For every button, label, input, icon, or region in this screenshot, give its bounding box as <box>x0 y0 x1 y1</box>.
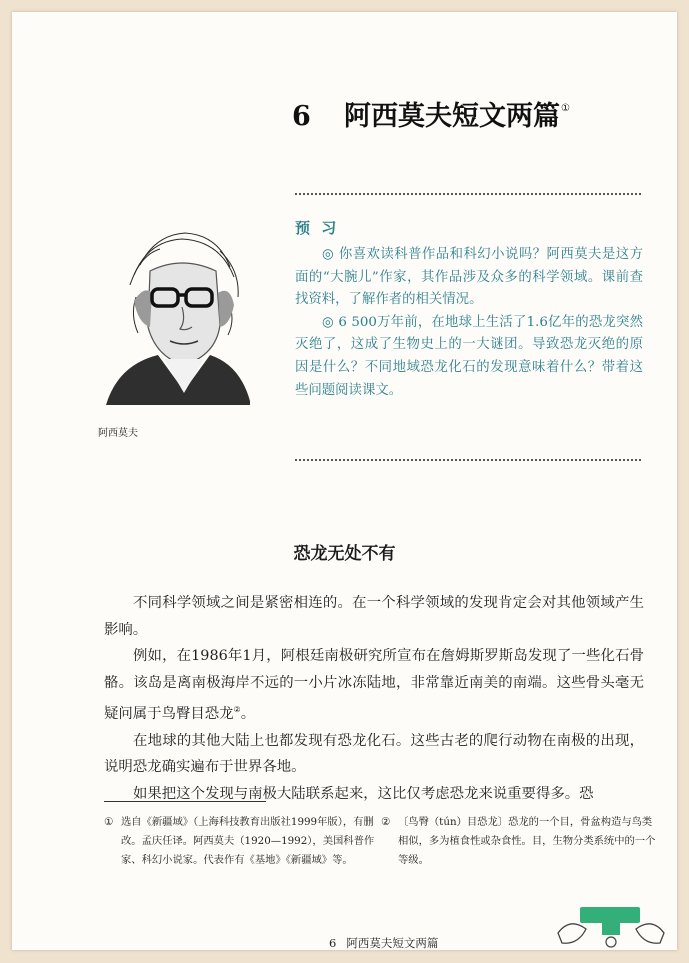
footnote-mark: ② <box>381 816 391 828</box>
body-paragraph: 如果把这个发现与南极大陆联系起来，这比仅考虑恐龙来说重要得多。恐 <box>133 785 594 802</box>
body-paragraph: 在地球的其他大陆上也都发现有恐龙化石。这些古老的爬行动物在南极的出现，说明恐龙确实遍布于世界各地。 <box>104 732 644 776</box>
footnote <box>381 813 660 870</box>
textbook-page <box>12 12 677 950</box>
lesson-title <box>292 94 570 133</box>
lesson-number: 6 <box>292 101 311 132</box>
body-paragraph <box>104 643 644 727</box>
watermark-banner <box>580 907 640 923</box>
footnote-text: 选自《新疆域》（上海科技教育出版社1999年版），有删改。孟庆任译。阿西莫夫（1920—1992），美国科普作家、科幻小说家。代表作有《基地》《新疆域》等。 <box>121 816 375 866</box>
page-number: 6 <box>329 936 337 950</box>
watermark-left-wing <box>558 924 586 943</box>
watermark-center-mark <box>606 937 616 947</box>
footnote-mark: ① <box>104 816 114 828</box>
preview-box <box>295 217 643 402</box>
page-footer <box>329 935 438 951</box>
running-title: 阿西莫夫短文两篇 <box>346 936 439 950</box>
preview-top-dotted-rule <box>295 193 641 195</box>
portrait-left-sideburn <box>134 290 152 327</box>
footnote-text: 〔鸟臀（tún）目恐龙〕恐龙的一个目，骨盆构造与鸟类相似，多为植食性或杂食性。目，生物分类系统中的一个等级。 <box>398 816 656 866</box>
watermark-right-wing <box>636 924 664 943</box>
preview-heading: 预 习 <box>295 219 340 237</box>
lesson-title-footnote-mark: ① <box>561 103 570 114</box>
body-paragraph-text: 例如，在1986年1月，阿根廷南极研究所宣布在詹姆斯罗斯岛发现了一些化石骨骼。该岛是离南极海岸不远的一小片冰冻陆地，非常靠近南美的南端。这些骨头毫无疑问属于鸟臀目恐龙 <box>104 648 644 722</box>
preview-paragraph: ◎ 你喜欢读科普作品和科幻小说吗？阿西莫夫是这方面的“大腕儿”作家，其作品涉及众多的科学领域。课前查找资料，了解作者的相关情况。 <box>295 247 643 308</box>
footnote-reference-mark: ② <box>233 704 241 714</box>
preview-bottom-dotted-rule <box>295 459 641 461</box>
body-paragraph-end: 。 <box>240 705 256 722</box>
preview-paragraph: ◎ 6 500万年前，在地球上生活了1.6亿年的恐龙突然灭绝了，这成了生物史上的一大谜团。导致恐龙灭绝的原因是什么？不同地域恐龙化石的发现意味着什么？带着这些问题阅读课文。 <box>295 314 643 398</box>
article-title: 恐龙无处不有 <box>293 544 396 564</box>
footnote-divider <box>104 801 266 802</box>
publisher-watermark-logo <box>552 905 670 949</box>
body-paragraph: 不同科学领域之间是紧密相连的。在一个科学领域的发现肯定会对其他领域产生影响。 <box>104 595 644 638</box>
article-body <box>104 590 644 808</box>
lesson-title-text: 阿西莫夫短文两篇 <box>344 101 560 132</box>
author-portrait <box>100 215 250 405</box>
portrait-caption: 阿西莫夫 <box>98 428 138 439</box>
watermark-banner-tab <box>602 923 620 935</box>
footnote <box>104 813 379 870</box>
